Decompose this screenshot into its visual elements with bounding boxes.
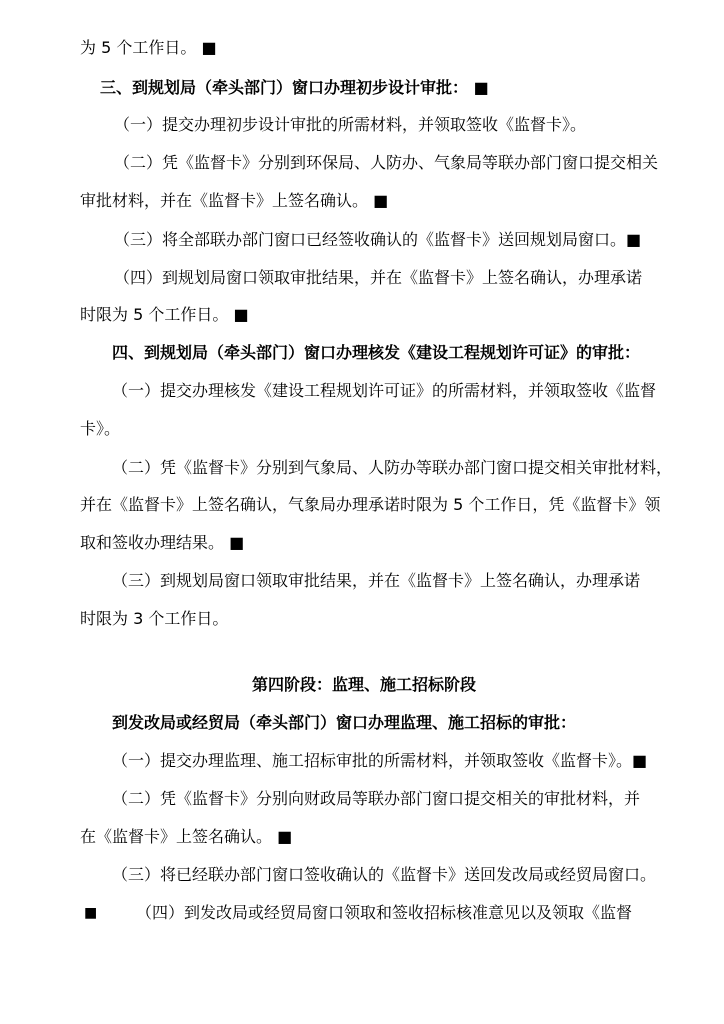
text-line: （二）凭《监督卡》分别向财政局等联办部门窗口提交相关的审批材料，并: [112, 789, 641, 808]
text-line: （三）将全部联办部门窗口已经签收确认的《监督卡》送回规划局窗口。■: [114, 230, 642, 249]
text-line: （一）提交办理初步设计审批的所需材料，并领取签收《监督卡》。: [114, 115, 587, 134]
text-line: （一）提交办理监理、施工招标审批的所需材料，并领取签收《监督卡》。■: [112, 751, 648, 770]
section-heading: 到发改局或经贸局（牵头部门）窗口办理监理、施工招标的审批：: [112, 713, 577, 732]
text-line: （四）到发改局或经贸局窗口领取和签收招标核准意见以及领取《监督: [136, 903, 633, 922]
text-line: 并在《监督卡》上签名确认，气象局办理承诺时限为 5 个工作日，凭《监督卡》领: [80, 495, 661, 514]
square-marker: ■: [84, 905, 98, 921]
text-line: 时限为 3 个工作日。: [80, 609, 229, 628]
section-heading: 三、到规划局（牵头部门）窗口办理初步设计审批： ■: [100, 78, 489, 97]
text-line: 卡》。: [80, 419, 121, 438]
text-line: （二）凭《监督卡》分别到气象局、人防办等联办部门窗口提交相关审批材料，: [112, 458, 673, 477]
text-line: （二）凭《监督卡》分别到环保局、人防办、气象局等联办部门窗口提交相关: [114, 153, 659, 172]
section-heading: 四、到规划局（牵头部门）窗口办理核发《建设工程规划许可证》的审批：: [112, 343, 641, 362]
text-line: 取和签收办理结果。 ■: [80, 533, 245, 552]
text-line: 时限为 5 个工作日。 ■: [80, 305, 249, 324]
text-line: 审批材料，并在《监督卡》上签名确认。 ■: [80, 191, 389, 210]
text-line: 在《监督卡》上签名确认。 ■: [80, 827, 293, 846]
text-line: （四）到规划局窗口领取审批结果，并在《监督卡》上签名确认，办理承诺: [114, 268, 643, 287]
text-line: （三）到规划局窗口领取审批结果，并在《监督卡》上签名确认，办理承诺: [112, 571, 641, 590]
stage-heading: 第四阶段：监理、施工招标阶段: [252, 675, 477, 694]
text-line: 为 5 个工作日。 ■: [80, 38, 217, 57]
text-line: （一）提交办理核发《建设工程规划许可证》的所需材料，并领取签收《监督: [112, 381, 657, 400]
text-line: （三）将已经联办部门窗口签收确认的《监督卡》送回发改局或经贸局窗口。: [112, 865, 657, 884]
